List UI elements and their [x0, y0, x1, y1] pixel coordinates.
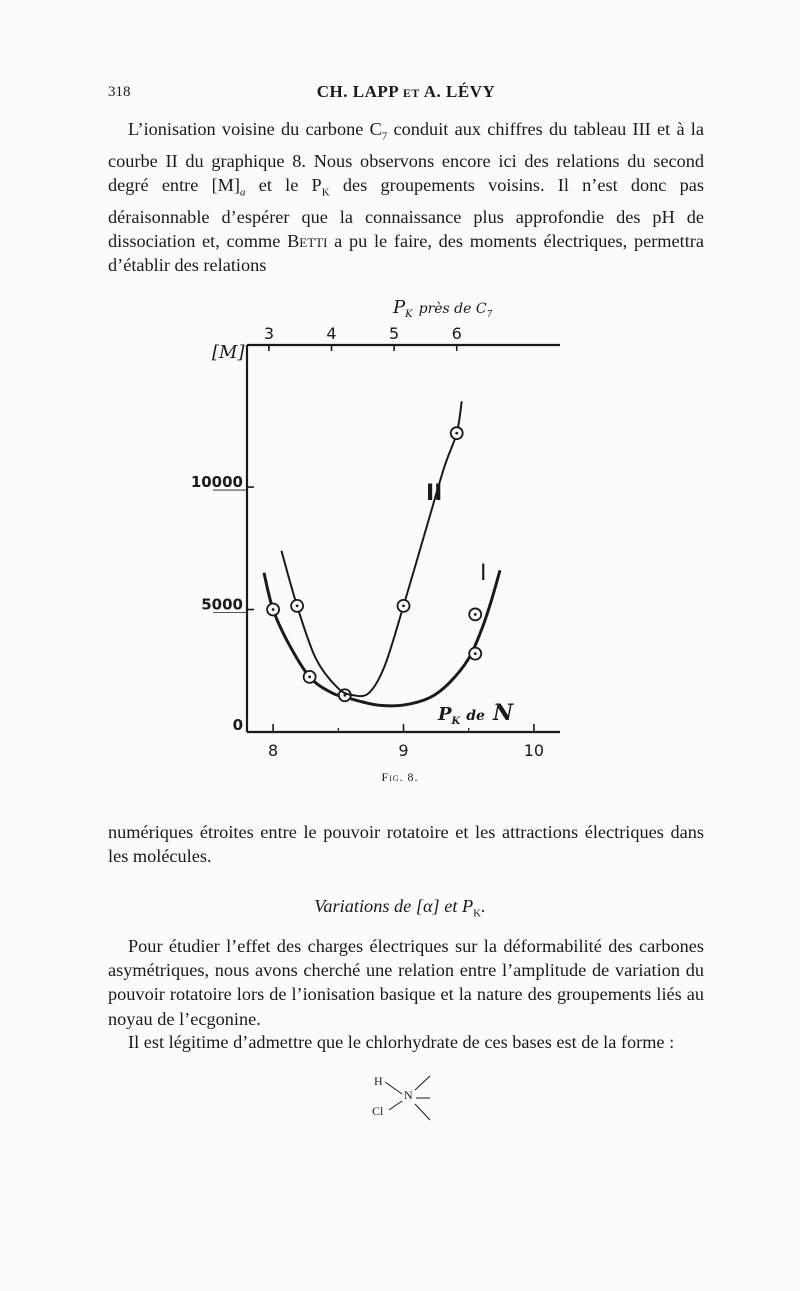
paragraph-1-text-b: conduit aux chiffres du tableau III et à la courbe II du graphique 8. Nous observons encore ici des relations du second degré entre [M] [108, 119, 704, 196]
section-title-text: Variations de [α] et P [314, 896, 474, 916]
running-title: CH. LAPP et A. LÉVY [316, 82, 496, 101]
series-I-point-dot-4 [474, 613, 477, 616]
series-I-point-1 [304, 671, 316, 683]
paragraph-1-subscript: 7 [381, 130, 388, 143]
paragraph-1-text-e: a pu le faire, des moments électriques, permettra d’établir des relations [108, 231, 704, 276]
paragraph-4: Il est légitime d’admettre que le chlorhydrate de ces bases est de la forme : [128, 1032, 675, 1052]
top-axis-label: $P_K$ $^{près de C}_7$ [393, 297, 493, 320]
x-bottom-tick-label-0: 8 [267, 741, 279, 760]
series-II-point-dot-0 [296, 604, 299, 607]
page-header [108, 82, 704, 106]
series-II-line [281, 401, 461, 696]
x-bottom-tick-label-1: 9 [398, 741, 409, 760]
section-title-end: . [481, 896, 486, 916]
formula-h: H [374, 1074, 383, 1088]
section-title [0, 896, 800, 920]
paragraph-1-text-d: des groupements voisins. Il n’est donc pas déraisonnable d’espérer que la connaissance plus approfondie des pH de dissociation et, comme [108, 175, 705, 252]
series-II-point-2 [451, 427, 463, 439]
author-name: Betti [287, 231, 328, 252]
x-top-tick-label-0: 3 [263, 324, 275, 343]
figure-caption: Fig. 8. [381, 770, 419, 784]
paragraph-2: numériques étroites entre le pouvoir rotatoire et les attractions électriques dans les molécules. [108, 822, 704, 867]
series-I-point-4 [469, 608, 481, 620]
series-I-point-dot-3 [474, 652, 477, 655]
series-II-label: II [426, 481, 443, 506]
x-top-tick-label-1: 4 [326, 324, 337, 343]
series-I-point-0 [267, 604, 279, 616]
paragraph-1-subscript-3: K [321, 186, 330, 199]
formula-bonds [372, 1070, 442, 1130]
y-tick-label-2: 10000 [190, 473, 243, 492]
series-II-point-1 [398, 600, 410, 612]
series-II-point-dot-1 [402, 604, 405, 607]
paragraph-1-subscript-2: a [240, 186, 246, 199]
page-number: 318 [108, 84, 131, 100]
series-I-point-dot-1 [308, 675, 311, 678]
y-axis-label: [M] [212, 342, 245, 363]
x-top-tick-label-2: 5 [389, 324, 400, 343]
x-bottom-tick-label-2: 10 [523, 741, 545, 760]
x-top-tick-label-3: 6 [451, 324, 462, 343]
formula-n: N [404, 1088, 413, 1102]
series-I-point-2 [339, 689, 351, 701]
series-I-line [264, 570, 500, 706]
bottom-axis-label: $P_K$ $^{de}$ N [438, 700, 514, 727]
series-I-point-3 [469, 648, 481, 660]
series-II-point-dot-2 [455, 432, 458, 435]
section-title-subscript: K [473, 907, 482, 920]
chart-layer [191, 297, 560, 760]
series-I-point-dot-0 [272, 608, 275, 611]
formula-cl: Cl [372, 1104, 384, 1118]
series-I-point-dot-2 [343, 694, 346, 697]
series-I-label: I [480, 561, 487, 586]
y-tick-label-0: 0 [232, 716, 243, 734]
paragraph-1-text-a: L’ionisation voisine du carbone C [128, 119, 382, 139]
paragraph-1 [108, 117, 704, 278]
series-II-point-0 [291, 600, 303, 612]
paragraph-1-text-c: et le P [245, 175, 322, 196]
y-tick-label-1: 5000 [201, 595, 243, 614]
paragraph-3: Pour étudier l’effet des charges électriques sur la déformabilité des carbones asymétriques, nous avons cherché une relation entre l’amplitude de variation du pouvoir rotatoire lors de l’ionisation basique et la nature des groupements liés au noyau de l’ecgonine. [108, 936, 704, 1029]
chemical-formula [372, 1070, 442, 1130]
